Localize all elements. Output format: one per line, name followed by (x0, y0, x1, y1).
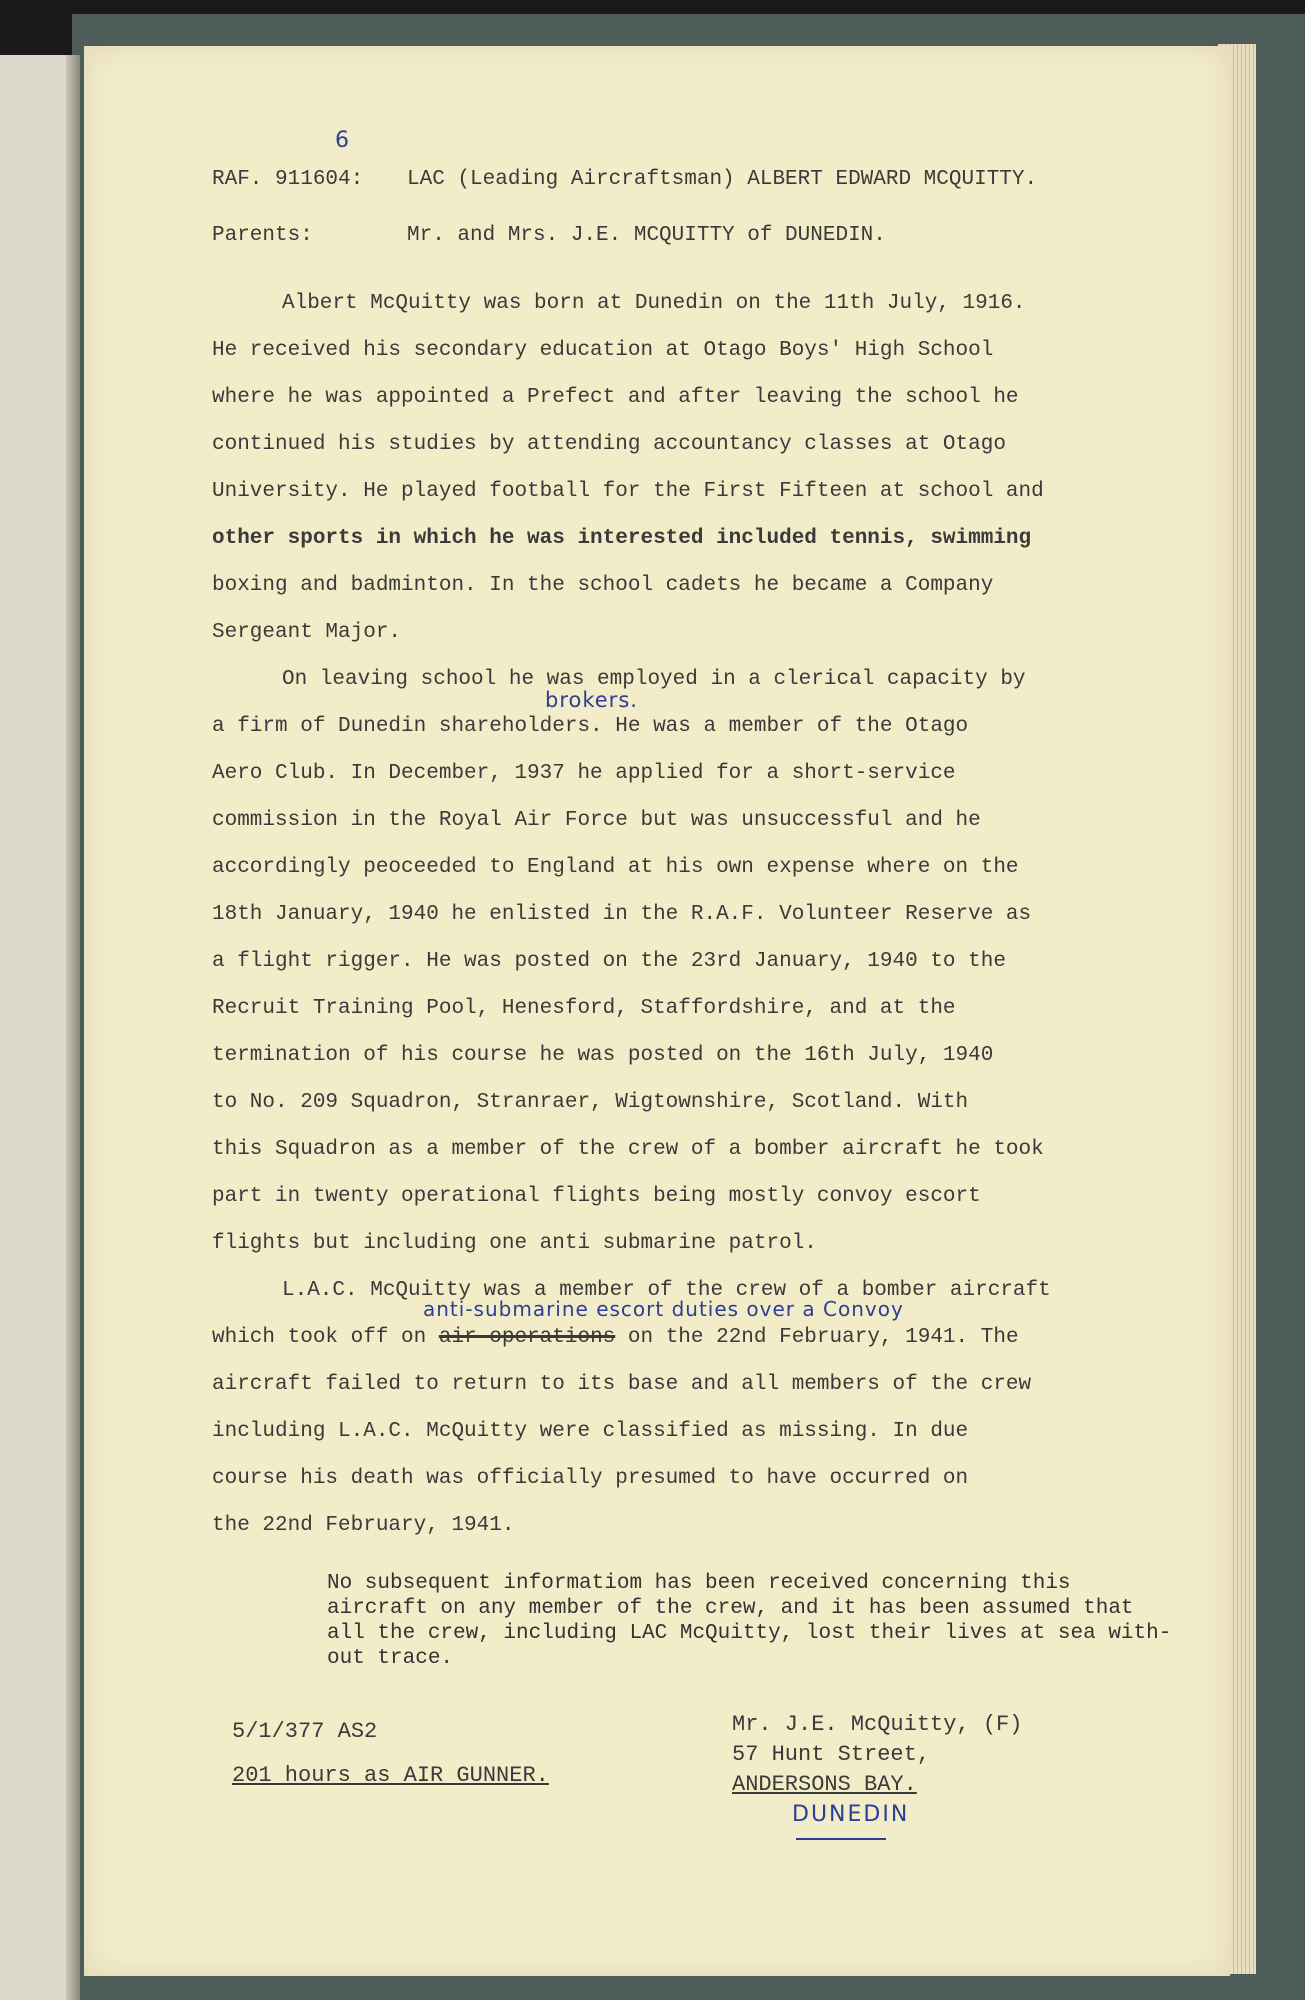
text-line: University. He played football for the First Fifteen at school and (212, 480, 1044, 503)
text-line: flights but including one anti submarine patrol. (212, 1232, 817, 1255)
text-line: this Squadron as a member of the crew of a bomber aircraft he took (212, 1138, 1044, 1161)
file-reference: 5/1/377 AS2 (232, 1719, 378, 1744)
text-line: to No. 209 Squadron, Stranraer, Wigtownshire, Scotland. With (212, 1091, 969, 1114)
text-line: L.A.C. McQuitty was a member of the crew of a bomber aircraft (282, 1279, 1051, 1302)
text-line: other sports in which he was interested included tennis, swimming (212, 527, 1032, 550)
paragraph-2 (212, 656, 1172, 1267)
text-line: termination of his course he was posted on the 16th July, 1940 (212, 1044, 994, 1067)
footer (232, 1710, 1132, 1860)
parents-name: Mr. and Mrs. J.E. MCQUITTY of DUNEDIN. (407, 224, 886, 247)
text-line: continued his studies by attending accountancy classes at Otago (212, 433, 1006, 456)
text-line: where he was appointed a Prefect and after leaving the school he (212, 386, 1019, 409)
service-name: LAC (Leading Aircraftsman) ALBERT EDWARD MCQUITTY. (407, 168, 1038, 191)
handwritten-underline (796, 1838, 886, 1840)
text-line: commission in the Royal Air Force but was unsuccessful and he (212, 809, 981, 832)
struck-text: air operations (438, 1326, 616, 1349)
text-line: No subsequent informatiom has been received concerning this (327, 1572, 1071, 1595)
text-line: part in twenty operational flights being mostly convoy escort (212, 1185, 981, 1208)
handwritten-number-correction: 6 (335, 128, 349, 153)
text-line: boxing and badminton. In the school cadets he became a Company (212, 574, 994, 597)
footer-reference (232, 1710, 549, 1798)
text-segment: which took off on (212, 1326, 439, 1349)
text-line: out trace. (327, 1647, 454, 1670)
text-line: Sergeant Major. (212, 621, 402, 644)
binding-spine (66, 55, 80, 2000)
text-line: On leaving school he was employed in a clerical capacity by (282, 668, 1026, 691)
parents-line (212, 208, 1172, 264)
address-line: ANDERSONS BAY. (732, 1772, 917, 1797)
service-number: RAF. 911604: (212, 168, 364, 191)
left-facing-page (0, 55, 80, 2000)
footer-address (732, 1710, 1022, 1800)
address-line: 57 Hunt Street, (732, 1742, 931, 1767)
text-line: 18th January, 1940 he enlisted in the R.A.F. Volunteer Reserve as (212, 903, 1032, 926)
flying-hours: 201 hours as AIR GUNNER. (232, 1763, 549, 1788)
document-body (212, 152, 1172, 1671)
text-segment: on the 22nd February, 1941. The (615, 1326, 1019, 1349)
text-line: the 22nd February, 1941. (212, 1514, 515, 1537)
handwritten-brokers: brokers. (545, 688, 638, 712)
text-line: a flight rigger. He was posted on the 23rd January, 1940 to the (212, 950, 1006, 973)
text-line: Aero Club. In December, 1937 he applied for a short-service (212, 762, 956, 785)
text-line: aircraft failed to return to its base and all members of the crew (212, 1373, 1032, 1396)
text-line: accordingly peoceeded to England at his own expense where on the (212, 856, 1019, 879)
text-line (212, 1314, 1172, 1361)
text-line: aircraft on any member of the crew, and it has been assumed that (327, 1597, 1134, 1620)
text-line: Recruit Training Pool, Henesford, Staffordshire, and at the (212, 997, 956, 1020)
handwritten-dunedin: DUNEDIN (792, 1802, 910, 1827)
paragraph-1 (212, 280, 1172, 656)
text-line: Albert McQuitty was born at Dunedin on the 11th July, 1916. (282, 292, 1026, 315)
closing-paragraph (212, 1571, 1172, 1671)
text-line: course his death was officially presumed to have occurred on (212, 1467, 969, 1490)
text-line: all the crew, including LAC McQuitty, lost their lives at sea with- (327, 1622, 1172, 1645)
address-line: Mr. J.E. McQuitty, (F) (732, 1712, 1023, 1737)
handwritten-anti-submarine: anti-submarine escort duties over a Convoy (423, 1297, 904, 1321)
text-line: including L.A.C. McQuitty were classified as missing. In due (212, 1420, 969, 1443)
text-line: He received his secondary education at Otago Boys' High School (212, 339, 994, 362)
parents-label: Parents: (212, 224, 313, 247)
service-line (212, 152, 1172, 208)
text-line: a firm of Dunedin shareholders. He was a member of the Otago (212, 715, 969, 738)
